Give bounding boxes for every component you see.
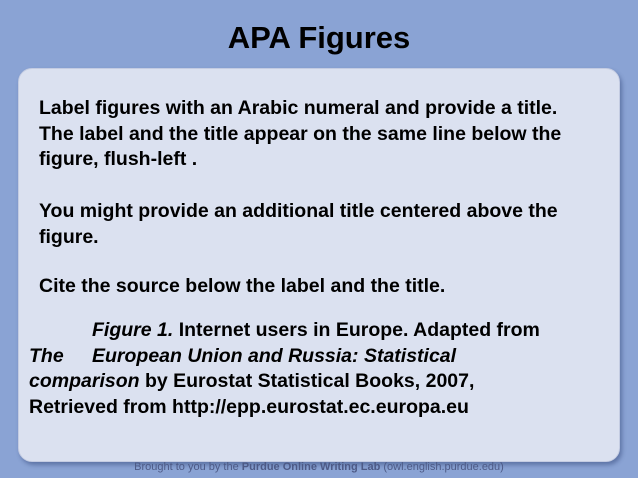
source-title-italic: comparison <box>29 370 140 392</box>
footer-credit: Brought to you by the Purdue Online Writing Lab (owl.english.purdue.edu) <box>134 461 504 473</box>
caption-line-3: comparison by Eurostat Statistical Books, 2007, <box>29 370 475 392</box>
owl-name: Purdue Online Writing Lab <box>241 461 381 473</box>
caption-line-2: European Union and Russia: Statistical <box>92 345 457 367</box>
caption-source-the: The <box>29 345 64 367</box>
caption-line-1 <box>92 318 540 344</box>
owl-url: (owl.english.purdue.edu) <box>380 461 504 473</box>
caption-retrieved: Retrieved from http://epp.eurostat.ec.europa.eu <box>29 396 469 418</box>
figure-label: Figure 1. <box>92 319 174 341</box>
paragraph-figure-label: Label figures with an Arabic numeral and provide a title. The label and the title appear on the same line below the figure, flush-left . <box>39 97 562 170</box>
paragraph-additional-title: You might provide an additional title centered above the figure. <box>39 200 558 248</box>
paragraph-cite-source: Cite the source below the label and the title. <box>39 275 446 297</box>
slide-title: APA Figures <box>227 20 411 55</box>
figure-title: Internet users in Europe. Adapted from <box>173 319 540 341</box>
